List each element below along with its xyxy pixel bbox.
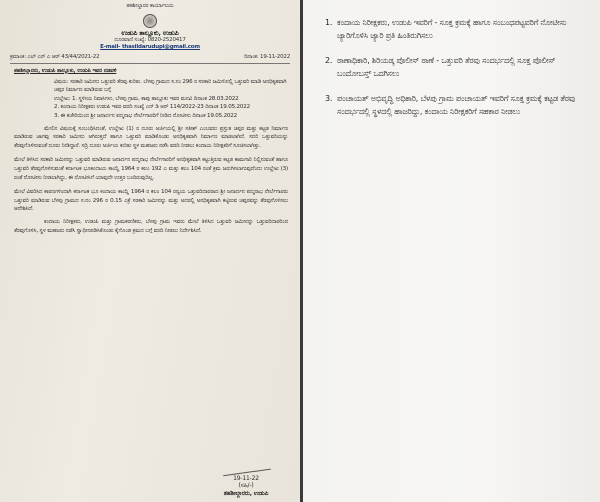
letterhead-line1: ತಹಶೀಲ್ದಾರರ ಕಾರ್ಯಾಲಯ (126, 3, 174, 9)
body-paragraph-4: ಕಂದಾಯ ನಿರೀಕ್ಷಕರು, ಉಡುಪಿ ಮತ್ತು ಗ್ರಾಮಕರಣಿಕರು, ಬೆಳಪು ಗ್ರಾಮ ಇವರು ಮೇಲೆ ತಿಳಿಸಿದ ಒತ್ತುವರಿ ಜಮೀನನ್ನು ಒತ್ತುವರಿದಾರರಿಂದ ತೆರವುಗೊಳಿಸಿ, ಸ್ಥಳ ಮಹಜರು ನಡೆಸಿ ಸ್ವಾಧೀನಪಡಿಸಿಕೊಂಡು ಕೈಗೊಂಡ ಕ್ರಮದ ಬಗ್ಗೆ ವರದಿ ನೀಡಲು ನಿರ್ದೇಶಿಸಿದೆ. (14, 218, 288, 234)
letterhead-line2: ಉಡುಪಿ ತಾಲ್ಲೂಕು, ಉಡುಪಿ (121, 29, 179, 37)
letterhead-email: E-mail- thasildarudupi@gmail.com (100, 44, 200, 50)
state-emblem-icon (143, 14, 157, 28)
list-item (325, 92, 582, 118)
list-item (325, 54, 582, 80)
reference-1: ಉಲ್ಲೇಖ: 1. ಸ್ಥಳೀಯ ನಿವಾಸಿಗಳು, ಬೆಳಪು ಗ್ರಾಮ, ಕಾಪು ತಾಲ್ಲೂಕು ಇವರ ಮನವಿ ದಿನಾಂಕ 28.03.2022 (54, 95, 239, 102)
list-item-text: ಠಾಣಾಧಿಕಾರಿ, ಶಿರಿಯಡ್ಕ ಪೊಲೀಸ್ ಠಾಣೆ - ಒತ್ತುವರಿ ತೆರವು ಸಂದರ್ಭದಲ್ಲಿ ಸೂಕ್ತ ಪೊಲೀಸ್ ಬಂದೋಬಸ್ತ್ ಒದಗಿಸಲು (337, 56, 556, 78)
handwritten-signature (221, 455, 271, 477)
emblem-row (0, 10, 300, 29)
signatory-office: ತಹಶೀಲ್ದಾರರು, ಉಡುಪಿ (223, 490, 269, 497)
copy-to-list (325, 16, 582, 118)
reference-3: 3. ಈ ಕಚೇರಿಯಿಂದ ಶ್ರೀ ಜನಾರ್ದನ ಪದ್ಮನಾಭ ನೇರ್ಲೆಗಾರರಿಗೆ ನೀಡಿದ ನೋಟೀಸು ದಿನಾಂಕ 19.05.2022 (54, 112, 238, 119)
office-heading: ತಹಶೀಲ್ದಾರರು, ಉಡುಪಿ ತಾಲ್ಲೂಕು, ಉಡುಪಿ ಇವರ ನಡವಳಿ (14, 68, 117, 74)
list-item-text: ಪಂಚಾಯತ್ ಅಭಿವೃದ್ಧಿ ಅಧಿಕಾರಿ, ಬೆಳಪು ಗ್ರಾಮ ಪಂಚಾಯತ್ ಇವರಿಗೆ ಸೂಕ್ತ ಕ್ರಮಕ್ಕೆ ಕಟ್ಟಡ ತೆರವು ಸಂದರ್ಭದಲ್ಲಿ ಸ್ಥಳದಲ್ಲಿ ಹಾಜರಿದ್ದು, ಕಂದಾಯ ನಿರೀಕ್ಷಕರಿಗೆ ಸಹಕಾರ ನೀಡಲು (337, 94, 576, 116)
reference-number: ಕ್ರಮಾಂಕ: ಎಲ್ ಎನ್ ಎ ಆರ್ 43/44/2021-22 (10, 54, 100, 60)
subject: ವಿಷಯ: ಸರಕಾರಿ ಜಮೀನು ಒತ್ತುವರಿ ತೆರವು ಕುರಿತು. ಬೆಳಪು ಗ್ರಾಮದ ಸ.ನಂ 296 ರ ಸರಕಾರಿ ಜಮೀನಿನಲ್ಲಿ ಒತ್ತುವರಿ ಮಾಡಿ ಅನಧಿಕೃತವಾಗಿ ಚಪ್ಪರ ನಿರ್ಮಾಣ ಮಾಡಿರುವ ಬಗ್ಗೆ (54, 78, 287, 94)
list-item-number: 2. (325, 56, 333, 65)
document-body (14, 67, 288, 235)
list-item (325, 16, 582, 42)
list-item-number: 3. (325, 94, 333, 103)
body-paragraph-3: ಮೇಲೆ ವಿವರಿಸಿದ ಕಾರಣಗಳಿಂದಾಗಿ ಕರ್ನಾಟಕ ಭೂ ಕಂದಾಯ ಕಾಯ್ದೆ 1964 ರ ಕಲಂ 104 ರನ್ವಯ ಒತ್ತುವರಿದಾರರಾದ ಶ್ರೀ ಜನಾರ್ದನ ಪದ್ಮನಾಭ ನೇರ್ಲೆಗಾರರು ಒತ್ತುವರಿ ಮಾಡಿರುವ ಬೆಳಪು ಗ್ರಾಮದ ಸ.ನಂ 296 ರ 0.15 ಎಕ್ರೆ ಸರಕಾರಿ ಜಮೀನನ್ನು ಮತ್ತು ಅದರಲ್ಲಿ ಅನಧಿಕೃತವಾಗಿ ಕಟ್ಟಿರುವ ಚಪ್ಪರವನ್ನು ತೆರವುಗೊಳಿಸಲು ಆದೇಶಿಸಿದೆ. (14, 189, 288, 213)
signatory-name: (ಸಹಿ/-) (238, 482, 254, 489)
reference-date: ದಿನಾಂಕ: 19-11-2022 (243, 54, 290, 60)
signature-block (222, 458, 270, 498)
letterhead (0, 0, 300, 50)
letterhead-line3: ದೂರವಾಣಿ ಸಂಖ್ಯೆ: 0820-2520417 (114, 37, 186, 43)
reference-2: 2. ಕಂದಾಯ ನಿರೀಕ್ಷಕರು ಉಡುಪಿ ಇವರ ವರದಿ ಸಂಖ್ಯೆ ಎನ್ ಡಿ ಆರ್ 114/2022-23 ದಿನಾಂಕ 19.05.2022 (54, 104, 250, 111)
signature-date: 19-11-22 (233, 475, 259, 482)
reference-row (10, 54, 290, 64)
list-item-text: ಕಂದಾಯ ನಿರೀಕ್ಷಕರು, ಉಡುಪಿ ಇವರಿಗೆ - ಸೂಕ್ತ ಕ್ರಮಕ್ಕೆ ಹಾಗೂ ಸಂಬಂಧಪಟ್ಟವರಿಗೆ ನೋಟೀಸು ಜ್ಯಾರಿಗೊಳಿಸಿ ಜ್ಯಾರಿ ಪ್ರತಿ ಹಿಂತಿರುಗಿಸಲು (337, 18, 567, 40)
right-page (303, 0, 600, 502)
body-paragraph-1: ಮೇಲಿನ ವಿಷಯಕ್ಕೆ ಸಂಬಂಧಿಸಿದಂತೆ, ಉಲ್ಲೇಖ (1) ರ ದೂರು ಅರ್ಜಿಯಲ್ಲಿ ಶ್ರೀ ಸತೀಶ್ ಎಂಬವರು ಪ್ರಸ್ತುತ ಚಪ್ಪರ ಮತ್ತು ಕಟ್ಟಡ ನಿರ್ಮಾಣ ಮಾಡಿರುವ ಜಾಗವು ಸರಕಾರಿ ಜಮೀನು ಆಗಿರುತ್ತದೆ ಹಾಗೂ ಒತ್ತುವರಿ ಮಾಡಿಕೊಂಡು ಅನಧಿಕೃತವಾಗಿ ನಿರ್ಮಾಣ ಮಾಡಲಾಗಿದೆ. ಸದರಿ ಒತ್ತುವರಿಯನ್ನು ತೆರವುಗೊಳಿಸುವಂತೆ ದೂರು ನೀಡಿದ್ದಾರೆ. ಸದ್ರಿ ದೂರು ಅರ್ಜಿಯ ಕುರಿತು ಸ್ಥಳ ಮಹಜರು ನಡೆಸಿ ವರದಿ ನೀಡಲು ಕಂದಾಯ ನಿರೀಕ್ಷಕರಿಗೆ ಸೂಚಿಸಲಾಗಿತ್ತು. (14, 125, 288, 149)
body-paragraph-2: ಮೇಲೆ ತಿಳಿಸಿದ ಸರಕಾರಿ ಜಮೀನನ್ನು ಒತ್ತುವರಿ ಮಾಡಿರುವ ಜನಾರ್ದನ ಪದ್ಮನಾಭ ನೇರ್ಲೆಗಾರರಿಗೆ ಅನಧಿಕೃತವಾಗಿ ಕಟ್ಟುತ್ತಿರುವ ಕಟ್ಟಡ ಕಾಮಗಾರಿ ನಿಲ್ಲಿಸುವಂತೆ ಹಾಗೂ ಒತ್ತುವರಿ ತೆರವುಗೊಳಿಸುವಂತೆ ಕರ್ನಾಟಕ ಭೂಕಂದಾಯ ಕಾಯ್ದೆ 1964 ರ ಕಲಂ 192 ಎ ಮತ್ತು ಕಲಂ 104 ರಂತೆ ಕ್ರಮ ಜರುಗಿಸಲಾಗುವುದೆಂದು ಉಲ್ಲೇಖ (3) ರಂತೆ ನೋಟೀಸು ನೀಡಲಾಗಿದ್ದು, ಈ ನೋಟೀಸಿಗೆ ಯಾವುದೇ ಉತ್ತರ ಬಂದಿರುವುದಿಲ್ಲ. (14, 157, 288, 181)
list-item-number: 1. (325, 18, 333, 27)
